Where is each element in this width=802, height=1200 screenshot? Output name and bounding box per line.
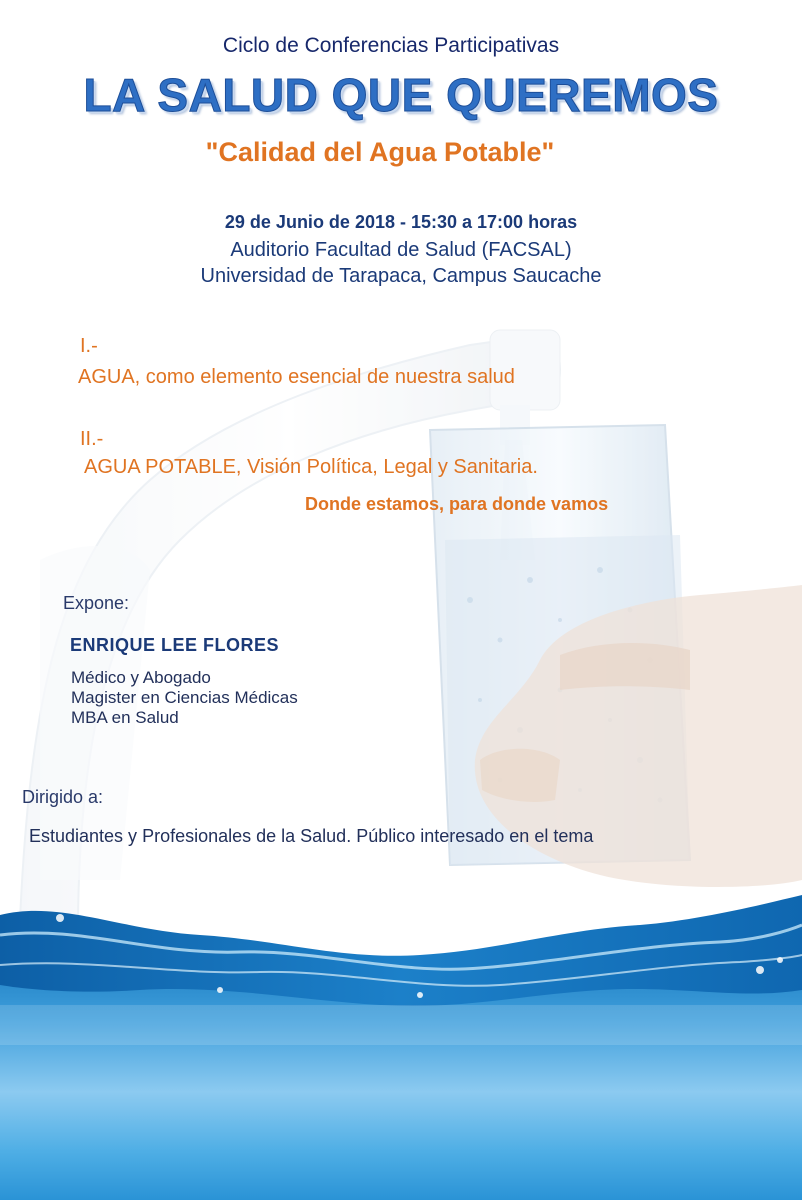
speaker-name: ENRIQUE LEE FLORES bbox=[70, 635, 280, 655]
talk-subtitle: "Calidad del Agua Potable" bbox=[205, 137, 555, 167]
topic-2-subtext: Donde estamos, para donde vamos bbox=[305, 494, 609, 514]
water-wave bbox=[0, 895, 802, 1006]
audience-text: Estudiantes y Profesionales de la Salud. Público interesado en el tema bbox=[29, 826, 594, 846]
topic-2-number: II.- bbox=[80, 428, 104, 450]
credential-item: Médico y Abogado bbox=[71, 668, 211, 687]
event-date-time: 29 de Junio de 2018 - 15:30 a 17:00 horas bbox=[224, 212, 578, 232]
credential-item: MBA en Salud bbox=[71, 708, 179, 727]
topic-1-number: I.- bbox=[80, 335, 98, 357]
venue-line-1: Auditorio Facultad de Salud (FACSAL) bbox=[230, 239, 572, 261]
credential-item: Magister en Ciencias Médicas bbox=[71, 688, 298, 707]
speaker-label: Expone: bbox=[63, 593, 130, 613]
event-venue bbox=[0, 237, 802, 289]
topic-1-text: AGUA, como elemento esencial de nuestra salud bbox=[78, 366, 515, 388]
audience-label: Dirigido a: bbox=[22, 787, 104, 807]
topic-2-text: AGUA POTABLE, Visión Política, Legal y Sanitaria. bbox=[84, 456, 538, 478]
series-title: Ciclo de Conferencias Participativas bbox=[222, 34, 560, 57]
main-title: LA SALUD QUE QUEREMOS bbox=[83, 69, 719, 121]
speaker-credentials bbox=[71, 668, 298, 728]
venue-line-2: Universidad de Tarapaca, Campus Saucache bbox=[200, 265, 602, 287]
